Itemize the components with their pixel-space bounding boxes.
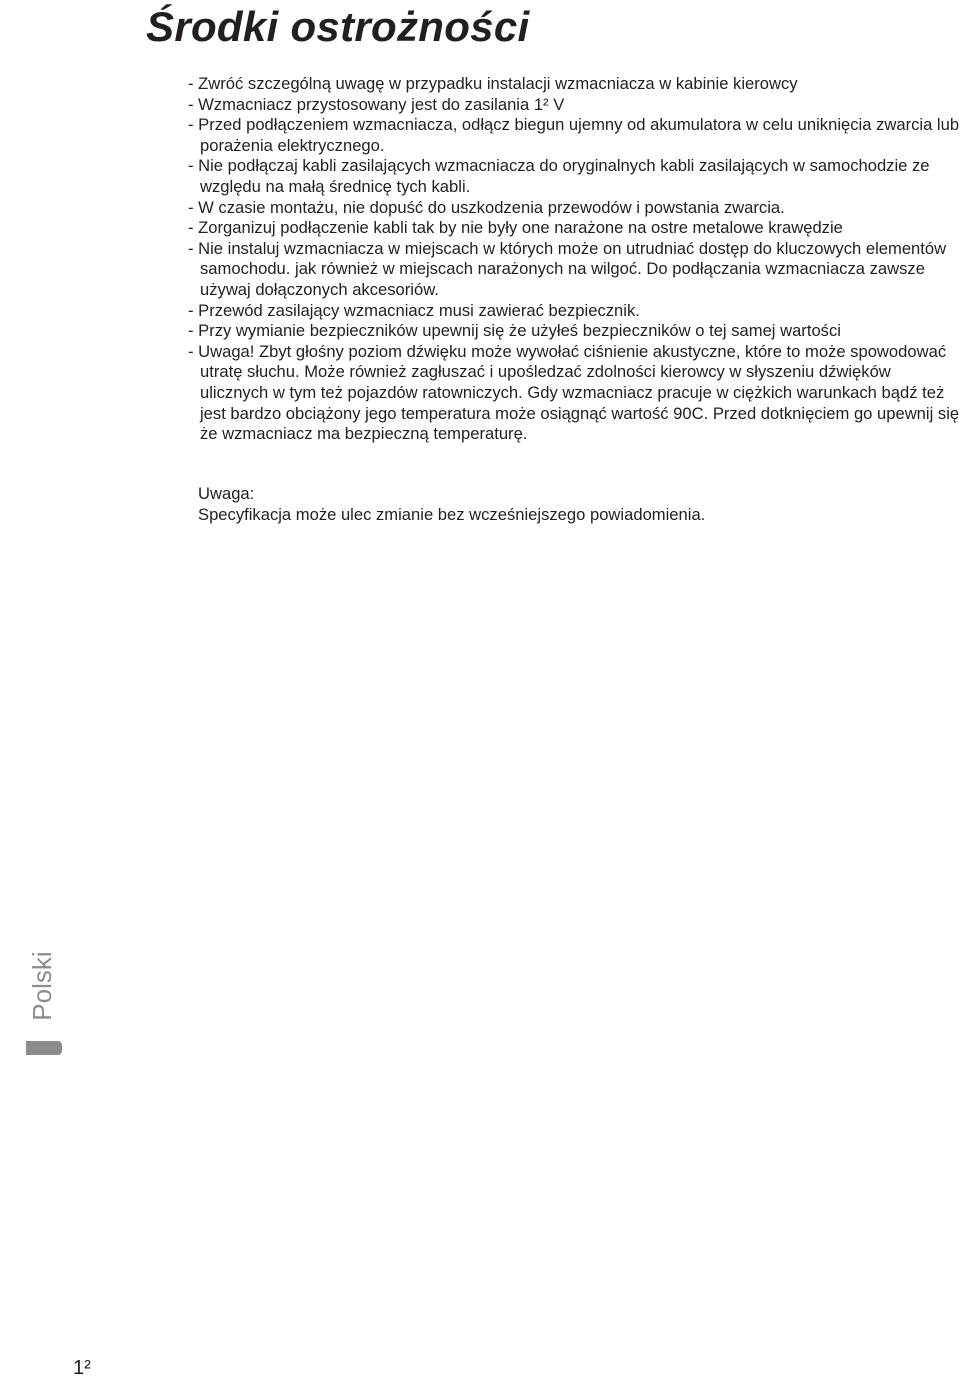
- language-tab-label: Polski: [27, 951, 57, 1021]
- language-tab-bar: [26, 1041, 62, 1055]
- language-tab: [26, 944, 64, 1056]
- list-item: - W czasie montażu, nie dopuść do uszkodzenia przewodów i powstania zwarcia.: [188, 197, 785, 217]
- list-item: - Nie podłączaj kabli zasilających wzmacniacza do oryginalnych kabli zasilających w samochodzie ze względu na małą średnicę tych kabli.: [188, 156, 935, 196]
- note-text: Specyfikacja może ulec zmianie bez wcześniejszego powiadomienia.: [198, 505, 706, 524]
- page-title: Środki ostrożności: [146, 3, 530, 50]
- note-section: [198, 483, 938, 525]
- list-item: - Zorganizuj podłączenie kabli tak by nie były one narażone na ostre metalowe krawędzie: [188, 218, 843, 238]
- list-item: - Przy wymianie bezpieczników upewnij się że użyłeś bezpieczników o tej samej wartości: [188, 321, 841, 341]
- list-item: - Przewód zasilający wzmacniacz musi zawierać bezpiecznik.: [188, 300, 640, 320]
- list-item: - Zwróć szczególną uwagę w przypadku instalacji wzmacniacza w kabinie kierowcy: [188, 74, 798, 93]
- precautions-list: [188, 74, 960, 445]
- list-item: - Nie instaluj wzmacniacza w miejscach w których może on utrudniać dostęp do kluczowych elementów samochodu. jak również w miejscach narażonych na wilgoć. Do podłączania wzmacniacza zawsze używaj dołączonych akcesoriów.: [188, 238, 951, 299]
- list-item: - Uwaga! Zbyt głośny poziom dźwięku może wywołać ciśnienie akustyczne, które to może spowodować utratę słuchu. Może również zagłuszać i upośledzać zdolności kierowcy w słyszeniu dźwięków ulicznych w tym też pojazdów ratowniczych. Gdy wzmacniacz pracuje w ciężkich warunkach bądź też jest bardzo obciążony jego temperatura może osiągnąć wartość 90C. Przed dotknięciem go upewnij się że wzmacniacz ma bezpieczną temperaturę.: [188, 341, 960, 444]
- list-item: - Wzmacniacz przystosowany jest do zasilania 1² V: [188, 94, 565, 114]
- list-item: - Przed podłączeniem wzmacniacza, odłącz biegun ujemny od akumulatora w celu uniknięcia zwarcia lub porażenia elektrycznego.: [188, 115, 960, 155]
- page-number: 1²: [73, 1357, 91, 1379]
- note-label: Uwaga:: [198, 484, 255, 503]
